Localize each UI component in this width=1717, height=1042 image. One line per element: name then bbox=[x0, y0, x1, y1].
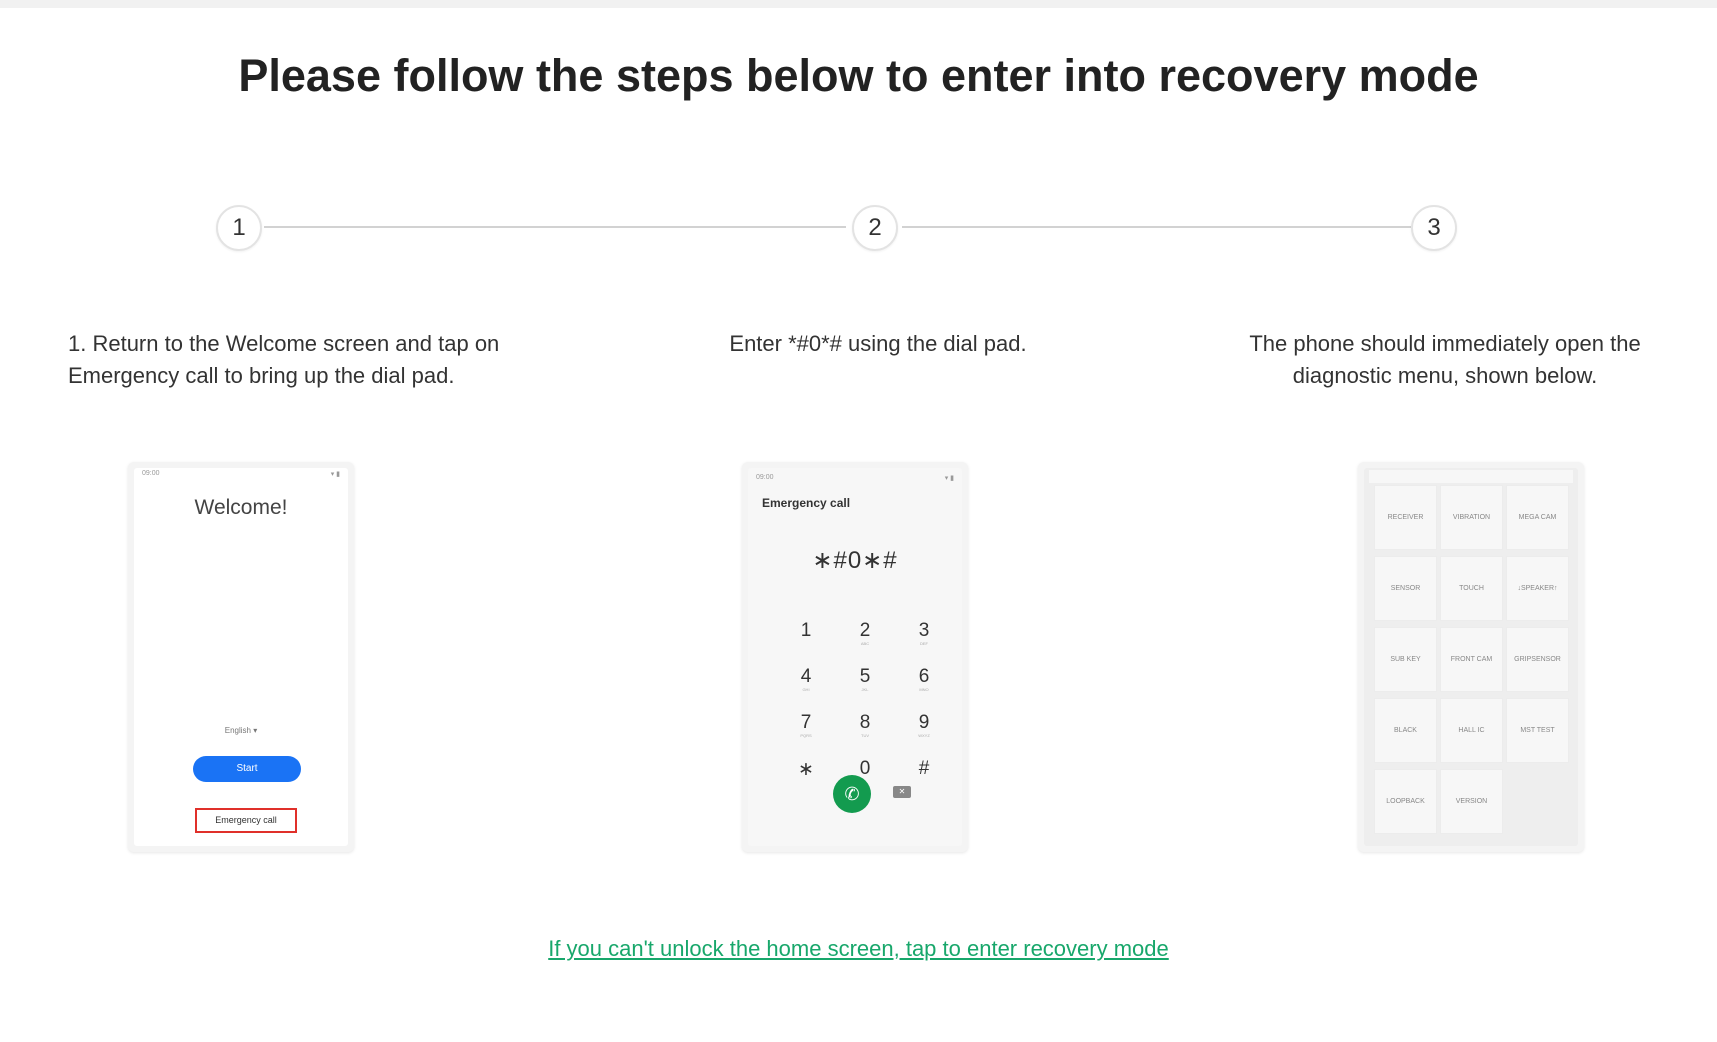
step-1-line-1: 1. Return to the Welcome screen and tap on bbox=[68, 331, 500, 356]
dial-key-letters bbox=[904, 780, 944, 784]
phone-icon: ✆ bbox=[833, 775, 871, 813]
dial-key bbox=[845, 620, 885, 646]
dial-key bbox=[786, 712, 826, 738]
dial-key-digit: 3 bbox=[918, 620, 930, 641]
diagnostic-header-bar bbox=[1369, 470, 1573, 483]
step-2-description bbox=[640, 328, 1116, 360]
dial-key-digit: 6 bbox=[918, 666, 930, 687]
step-1-line-2: Emergency call to bring up the dial pad. bbox=[68, 363, 455, 388]
diagnostic-item: LOOPBACK bbox=[1375, 770, 1436, 833]
page-title: Please follow the steps below to enter into recovery mode bbox=[238, 50, 1479, 101]
phone-diagnostic-menu-screenshot bbox=[1358, 462, 1584, 852]
dial-key bbox=[904, 758, 944, 784]
dial-key-digit: # bbox=[918, 758, 930, 779]
dial-key bbox=[904, 620, 944, 646]
status-icons: ▾ ▮ bbox=[330, 471, 340, 478]
dial-key-digit: 9 bbox=[918, 712, 930, 733]
diagnostic-item: HALL IC bbox=[1441, 699, 1502, 762]
dial-key-digit: 8 bbox=[859, 712, 871, 733]
welcome-heading: Welcome! bbox=[194, 496, 288, 519]
backspace-icon: ✕ bbox=[893, 786, 911, 798]
status-bar bbox=[756, 474, 954, 484]
step-3-line-1: The phone should immediately open the bbox=[1249, 331, 1641, 356]
start-button: Start bbox=[193, 756, 301, 782]
phone-dialpad-screenshot bbox=[742, 462, 968, 852]
language-selector: English ▾ bbox=[224, 726, 258, 735]
dial-key bbox=[845, 712, 885, 738]
recovery-mode-link[interactable]: If you can't unlock the home screen, tap to enter recovery mode bbox=[548, 936, 1169, 961]
diagnostic-item: TOUCH bbox=[1441, 557, 1502, 620]
diagnostic-item: VERSION bbox=[1441, 770, 1502, 833]
diagnostic-item: VIBRATION bbox=[1441, 486, 1502, 549]
step-3-description bbox=[1220, 328, 1670, 392]
top-bar bbox=[0, 0, 1717, 8]
dial-key-digit: 5 bbox=[859, 666, 871, 687]
dial-key-letters: GHI bbox=[802, 687, 810, 692]
dial-key-letters: DEF bbox=[920, 641, 928, 646]
phone-screen bbox=[1364, 468, 1578, 846]
dial-key-digit: ∗ bbox=[798, 759, 814, 780]
dial-key bbox=[904, 712, 944, 738]
dial-key-letters: TUV bbox=[861, 733, 869, 738]
step-connector-1-2 bbox=[264, 226, 846, 228]
status-time: 09:00 bbox=[756, 474, 774, 481]
dial-key-digit: 1 bbox=[800, 620, 812, 641]
dial-key-letters bbox=[786, 781, 826, 785]
dial-key-digit: 2 bbox=[859, 620, 871, 641]
step-1-description bbox=[68, 328, 628, 392]
dial-key-letters: MNO bbox=[919, 687, 929, 692]
dial-key-letters bbox=[786, 642, 826, 646]
dial-key-letters: ABC bbox=[860, 641, 870, 646]
phone-welcome-screenshot bbox=[128, 462, 354, 852]
diagnostic-item: SUB KEY bbox=[1375, 628, 1436, 691]
status-bar bbox=[142, 470, 340, 480]
diagnostic-item: GRIPSENSOR bbox=[1507, 628, 1568, 691]
step-number-2: 2 bbox=[852, 205, 898, 251]
emergency-call-header: Emergency call bbox=[762, 496, 851, 510]
diagnostic-item: ↓SPEAKER↑ bbox=[1507, 557, 1568, 620]
phone-screen bbox=[134, 468, 348, 846]
diagnostic-item: FRONT CAM bbox=[1441, 628, 1502, 691]
dial-key-digit: 7 bbox=[800, 712, 812, 733]
dial-key-digit: 4 bbox=[800, 666, 812, 687]
dial-key-letters: WXYZ bbox=[918, 733, 930, 738]
step-3-line-2: diagnostic menu, shown below. bbox=[1292, 363, 1598, 388]
dialed-code: ∗#0∗# bbox=[812, 547, 898, 574]
diagnostic-item: MST TEST bbox=[1507, 699, 1568, 762]
emergency-call-button: Emergency call bbox=[195, 808, 297, 833]
dial-key bbox=[786, 666, 826, 692]
diagnostic-item: MEGA CAM bbox=[1507, 486, 1568, 549]
diagnostic-item: BLACK bbox=[1375, 699, 1436, 762]
step-number-1: 1 bbox=[216, 205, 262, 251]
dial-key-digit: 0 bbox=[859, 758, 871, 779]
step-connector-2-3 bbox=[902, 226, 1411, 228]
diagnostic-item: SENSOR bbox=[1375, 557, 1436, 620]
dial-key bbox=[904, 666, 944, 692]
dial-key-letters: JKL bbox=[861, 687, 869, 692]
step-2-line-1: Enter *#0*# using the dial pad. bbox=[729, 331, 1027, 356]
status-time: 09:00 bbox=[142, 470, 160, 477]
phone-screen bbox=[748, 468, 962, 846]
dial-key bbox=[786, 620, 826, 646]
dial-key-letters: PQRS bbox=[800, 733, 812, 738]
step-number-3: 3 bbox=[1411, 205, 1457, 251]
status-icons: ▾ ▮ bbox=[944, 475, 954, 482]
diagnostic-item: RECEIVER bbox=[1375, 486, 1436, 549]
dial-key bbox=[845, 666, 885, 692]
dial-key bbox=[786, 758, 826, 785]
